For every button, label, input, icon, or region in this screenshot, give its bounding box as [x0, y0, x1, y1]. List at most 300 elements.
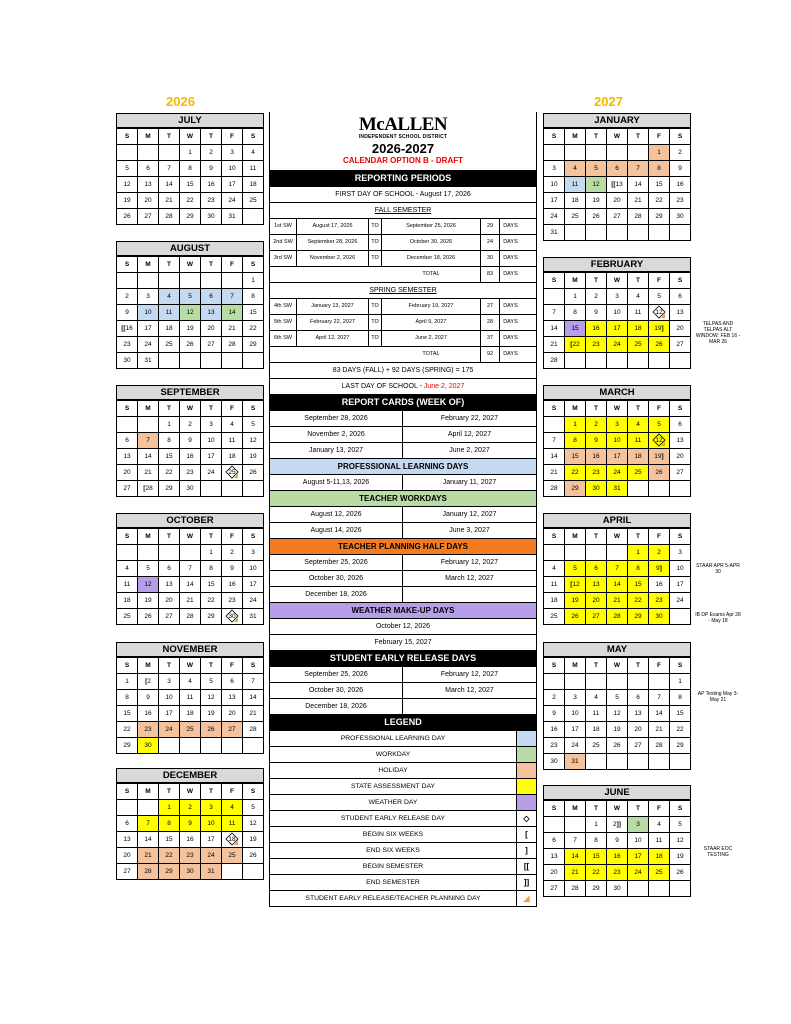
day-number: 15: [592, 853, 600, 860]
day-number: 29: [676, 742, 684, 749]
day-cell: [180, 690, 201, 706]
day-number: 26: [207, 726, 215, 733]
day-number: 26: [249, 852, 257, 859]
day-number: 19: [592, 197, 600, 204]
day-number: 3: [251, 549, 255, 556]
day-cell: [544, 865, 565, 881]
testing-note: AP Testing May 3-May 21: [697, 691, 739, 703]
weekday-header: W: [180, 257, 201, 273]
day-number: 21: [613, 597, 621, 604]
weekday-header: T: [586, 658, 607, 674]
day-number: 4: [188, 678, 192, 685]
day-number: 13: [550, 853, 558, 860]
day-number: 6: [678, 293, 682, 300]
weekday-header: F: [222, 529, 243, 545]
date-row: [269, 699, 537, 715]
day-cell: [180, 848, 201, 864]
day-number: 20: [123, 852, 131, 859]
date-cell: September 28, 2026: [270, 411, 403, 426]
day-cell: [201, 577, 222, 593]
day-number: 26: [571, 613, 579, 620]
date-cell: March 12, 2027: [445, 575, 494, 582]
day-cell: [565, 481, 586, 497]
day-cell: [649, 690, 670, 706]
day-cell: [138, 481, 159, 497]
month-november: [116, 642, 264, 754]
weather-makeup-date: October 12, 2026: [269, 619, 537, 635]
day-number: 30: [676, 213, 684, 220]
weekday-header: W: [180, 401, 201, 417]
day-number: 23: [186, 852, 194, 859]
six-weeks-row: [269, 315, 537, 331]
month-name: MAY: [543, 642, 691, 657]
day-cell: [586, 305, 607, 321]
day-cell: [607, 417, 628, 433]
day-number: 23: [550, 742, 558, 749]
legend-item: [269, 891, 537, 907]
day-cell: [180, 561, 201, 577]
day-cell: [628, 706, 649, 722]
day-number: 15: [676, 710, 684, 717]
day-cell: [607, 577, 628, 593]
day-number: 11: [249, 165, 257, 172]
day-cell: [607, 465, 628, 481]
day-cell: [628, 289, 649, 305]
day-number: 2: [125, 293, 129, 300]
six-weeks-cell: TOTAL: [382, 267, 481, 282]
day-cell: [586, 561, 607, 577]
day-cell: [117, 449, 138, 465]
day-cell: [565, 561, 586, 577]
day-cell: [670, 305, 691, 321]
day-cell: [159, 690, 180, 706]
day-number: 1: [573, 293, 577, 300]
day-cell: [159, 289, 180, 305]
six-weeks-cell: DAYS: [503, 351, 518, 357]
day-cell: [117, 706, 138, 722]
day-cell: [670, 674, 691, 690]
legend-item: [269, 811, 537, 827]
day-number: 26: [676, 869, 684, 876]
date-cell: March 12, 2027: [445, 687, 494, 694]
day-cell: [201, 353, 222, 369]
day-number: 7: [146, 820, 150, 827]
day-cell: [201, 738, 222, 754]
legend-swatch: [516, 795, 536, 810]
day-number: 6: [125, 820, 129, 827]
date-cell: December 18, 2026: [270, 587, 403, 602]
six-weeks-total-row: [269, 347, 537, 363]
day-number: 2: [230, 549, 234, 556]
day-number: 4: [230, 421, 234, 428]
day-cell: [628, 690, 649, 706]
day-cell: [565, 145, 586, 161]
day-number: 24: [634, 869, 642, 876]
day-number: 12: [655, 309, 663, 316]
day-number: 7: [188, 565, 192, 572]
day-cell: [180, 161, 201, 177]
six-weeks-cell: April 12, 2027: [297, 331, 369, 346]
day-number: 29: [655, 213, 663, 220]
six-weeks-cell: 28: [481, 315, 500, 330]
day-number: 22: [592, 869, 600, 876]
day-cell: [544, 417, 565, 433]
day-cell: [159, 433, 180, 449]
weekday-header: T: [201, 529, 222, 545]
day-number: 30: [655, 613, 663, 620]
weekday-header: S: [117, 784, 138, 800]
day-cell: [138, 209, 159, 225]
legend-item: [269, 827, 537, 843]
day-cell: [607, 690, 628, 706]
day-cell: [544, 722, 565, 738]
month-name: AUGUST: [116, 241, 264, 256]
day-number: 25: [550, 613, 558, 620]
last-day-date: June 2, 2027: [423, 383, 465, 390]
day-cell: [243, 449, 264, 465]
day-number: 13: [144, 181, 152, 188]
day-number: 30: [186, 485, 194, 492]
day-number: 27: [634, 742, 642, 749]
day-cell: [649, 337, 670, 353]
day-number: 20: [613, 197, 621, 204]
six-weeks-marker: ]: [661, 325, 664, 332]
day-number: 24: [165, 726, 173, 733]
day-cell: [586, 738, 607, 754]
day-number: 31: [550, 229, 558, 236]
day-number: 12: [123, 181, 131, 188]
weekday-header: T: [628, 658, 649, 674]
day-number: 14: [144, 453, 152, 460]
day-number: 10: [634, 837, 642, 844]
day-number: 13: [228, 694, 236, 701]
day-cell: [670, 177, 691, 193]
day-number: 22: [207, 597, 215, 604]
weekday-header: F: [649, 273, 670, 289]
day-number: 29: [249, 341, 257, 348]
day-cell: [138, 321, 159, 337]
day-number: 19: [654, 325, 662, 332]
reporting-periods-heading: REPORTING PERIODS: [269, 171, 537, 187]
day-number: 16: [592, 325, 600, 332]
day-cell: [138, 561, 159, 577]
weekday-header: S: [117, 658, 138, 674]
day-number: 24: [207, 852, 215, 859]
day-cell: [222, 289, 243, 305]
weekday-header: S: [670, 801, 691, 817]
day-cell: [670, 225, 691, 241]
day-number: 11: [165, 309, 173, 316]
day-number: 3: [573, 694, 577, 701]
day-cell: [138, 161, 159, 177]
day-cell: [180, 832, 201, 848]
day-cell: [159, 353, 180, 369]
weekday-header: F: [222, 658, 243, 674]
day-cell: [628, 177, 649, 193]
day-number: 12: [249, 820, 257, 827]
day-cell: [138, 353, 159, 369]
month-grid: [543, 272, 691, 369]
day-cell: [670, 193, 691, 209]
day-number: 25: [123, 613, 131, 620]
day-number: 18: [634, 325, 642, 332]
day-number: 27: [676, 341, 684, 348]
day-cell: [628, 545, 649, 561]
day-number: 16: [144, 710, 152, 717]
day-cell: [544, 145, 565, 161]
day-cell: [243, 593, 264, 609]
month-grid: [116, 657, 264, 754]
day-cell: [544, 706, 565, 722]
day-number: 5: [657, 421, 661, 428]
day-cell: [649, 305, 670, 321]
day-number: 5: [251, 421, 255, 428]
day-cell: [586, 817, 607, 833]
day-cell: [243, 481, 264, 497]
day-cell: [138, 674, 159, 690]
day-cell: [201, 337, 222, 353]
day-number: 25: [634, 469, 642, 476]
legend-item: [269, 763, 537, 779]
day-cell: [586, 193, 607, 209]
day-number: 21: [186, 597, 194, 604]
day-cell: [649, 433, 670, 449]
day-cell: [565, 417, 586, 433]
day-cell: [180, 193, 201, 209]
month-grid: [116, 528, 264, 625]
day-number: 1: [167, 421, 171, 428]
day-number: 17: [165, 710, 173, 717]
legend-item: [269, 843, 537, 859]
day-cell: [201, 177, 222, 193]
day-cell: [159, 800, 180, 816]
legend-item: [269, 795, 537, 811]
day-number: 23: [144, 726, 152, 733]
day-cell: [607, 337, 628, 353]
six-weeks-marker: ]]: [616, 821, 621, 828]
day-cell: [117, 864, 138, 880]
six-weeks-marker: [: [145, 678, 148, 685]
day-number: 23: [228, 597, 236, 604]
weekday-header: T: [159, 784, 180, 800]
day-cell: [628, 193, 649, 209]
six-weeks-cell: 2nd SW: [270, 235, 297, 250]
day-cell: [607, 193, 628, 209]
last-day-label: LAST DAY OF SCHOOL -: [341, 383, 424, 390]
weekday-header: S: [243, 529, 264, 545]
weekday-header: M: [565, 801, 586, 817]
day-number: 2: [594, 293, 598, 300]
day-number: 12: [613, 710, 621, 717]
day-cell: [243, 145, 264, 161]
day-number: 23: [592, 341, 600, 348]
day-cell: [628, 449, 649, 465]
day-cell: [201, 273, 222, 289]
weather-makeup-date: February 15, 2027: [269, 635, 537, 651]
day-cell: [586, 321, 607, 337]
day-number: 31: [207, 868, 215, 875]
day-number: 23: [592, 469, 600, 476]
six-weeks-cell: [270, 347, 297, 362]
day-cell: [222, 417, 243, 433]
six-weeks-row: [269, 299, 537, 315]
six-weeks-cell: 92: [481, 347, 500, 362]
month-june: [543, 785, 691, 897]
day-number: 11: [228, 820, 236, 827]
day-cell: [607, 865, 628, 881]
day-number: 8: [678, 694, 682, 701]
day-number: 7: [615, 565, 619, 572]
weekday-header: T: [586, 401, 607, 417]
day-cell: [607, 849, 628, 865]
day-number: 20: [550, 869, 558, 876]
month-grid: [543, 657, 691, 770]
month-september: [116, 385, 264, 497]
day-cell: [565, 833, 586, 849]
day-cell: [201, 449, 222, 465]
day-cell: [586, 849, 607, 865]
legend-swatch: [516, 763, 536, 778]
six-weeks-marker: [: [143, 485, 146, 492]
day-number: 4: [251, 149, 255, 156]
day-cell: [544, 337, 565, 353]
day-cell: [222, 209, 243, 225]
day-number: 3: [552, 165, 556, 172]
day-cell: [544, 177, 565, 193]
day-cell: [649, 177, 670, 193]
day-number: 18: [228, 453, 236, 460]
day-cell: [565, 674, 586, 690]
day-number: 20: [592, 597, 600, 604]
day-cell: [649, 881, 670, 897]
day-number: 15: [571, 453, 579, 460]
day-cell: [159, 465, 180, 481]
day-cell: [586, 449, 607, 465]
day-number: 15: [249, 309, 257, 316]
day-cell: [607, 674, 628, 690]
day-cell: [586, 865, 607, 881]
six-weeks-cell: TO: [369, 331, 382, 346]
day-cell: [649, 706, 670, 722]
month-august: [116, 241, 264, 369]
day-number: 2: [678, 149, 682, 156]
day-cell: [586, 353, 607, 369]
day-cell: [628, 353, 649, 369]
day-cell: [649, 225, 670, 241]
day-cell: [138, 577, 159, 593]
weekday-header: T: [159, 257, 180, 273]
legend-item: [269, 779, 537, 795]
day-number: 21: [655, 726, 663, 733]
day-cell: [222, 193, 243, 209]
day-cell: [117, 545, 138, 561]
day-cell: [138, 193, 159, 209]
day-cell: [222, 848, 243, 864]
weekday-header: S: [670, 529, 691, 545]
day-cell: [159, 674, 180, 690]
weekday-header: F: [649, 658, 670, 674]
day-cell: [243, 864, 264, 880]
day-cell: [670, 289, 691, 305]
day-number: 6: [167, 565, 171, 572]
day-cell: [159, 193, 180, 209]
day-number: 9: [209, 165, 213, 172]
day-number: 6: [230, 678, 234, 685]
day-number: 23: [207, 197, 215, 204]
date-cell: October 30, 2026: [270, 683, 403, 698]
day-cell: [159, 305, 180, 321]
day-number: 16: [207, 181, 215, 188]
day-cell: [586, 690, 607, 706]
day-cell: [117, 193, 138, 209]
day-number: 24: [249, 597, 257, 604]
day-cell: [222, 273, 243, 289]
day-number: 16: [613, 853, 621, 860]
day-cell: [159, 577, 180, 593]
day-number: 30: [144, 742, 152, 749]
day-cell: [159, 417, 180, 433]
day-cell: [649, 609, 670, 625]
day-cell: [607, 722, 628, 738]
month-april: [543, 513, 691, 625]
day-cell: [565, 865, 586, 881]
day-number: 14: [249, 694, 257, 701]
day-number: 1: [657, 149, 661, 156]
day-cell: [544, 209, 565, 225]
day-cell: [607, 305, 628, 321]
day-cell: [180, 305, 201, 321]
day-number: 17: [613, 325, 621, 332]
day-number: 18: [123, 597, 131, 604]
day-cell: [180, 706, 201, 722]
day-cell: [649, 561, 670, 577]
center-panel: [269, 112, 537, 907]
day-number: 8: [657, 165, 661, 172]
day-number: 15: [207, 581, 215, 588]
day-cell: [628, 577, 649, 593]
day-cell: [586, 481, 607, 497]
day-number: 24: [207, 469, 215, 476]
day-cell: [649, 833, 670, 849]
day-cell: [243, 433, 264, 449]
day-number: 22: [249, 325, 257, 332]
month-name: OCTOBER: [116, 513, 264, 528]
day-number: 18: [655, 853, 663, 860]
six-weeks-row: [269, 251, 537, 267]
weekday-header: T: [586, 129, 607, 145]
day-number: 1: [188, 149, 192, 156]
day-cell: [628, 417, 649, 433]
day-number: 1: [125, 678, 129, 685]
day-number: 3: [167, 678, 171, 685]
day-number: 22: [572, 341, 580, 348]
day-number: 15: [655, 181, 663, 188]
day-cell: [180, 577, 201, 593]
day-number: 28: [165, 213, 173, 220]
six-weeks-cell: October 30, 2026: [382, 235, 481, 250]
weekday-header: M: [565, 129, 586, 145]
six-weeks-cell: TO: [369, 235, 382, 250]
day-number: 4: [657, 821, 661, 828]
day-cell: [180, 481, 201, 497]
legend-swatch: [516, 779, 536, 794]
day-cell: [159, 337, 180, 353]
day-cell: [180, 722, 201, 738]
day-number: 21: [550, 341, 558, 348]
day-number: 9: [678, 165, 682, 172]
six-weeks-cell: 5th SW: [270, 315, 297, 330]
day-cell: [180, 337, 201, 353]
